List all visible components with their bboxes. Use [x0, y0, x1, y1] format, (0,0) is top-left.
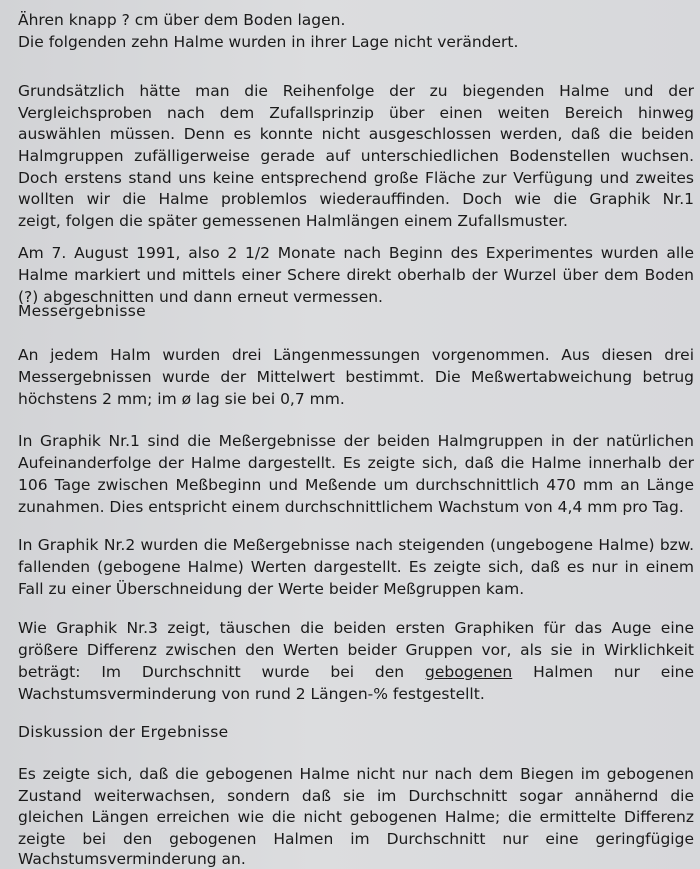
text-line: zeigte bei den gebogenen Halmen im Durchschnitt nur eine geringfügige [18, 830, 694, 848]
text-line: Wie Graphik Nr.3 zeigt, täuschen die beiden ersten Graphiken für das Auge eine [18, 619, 694, 637]
text-line: Am 7. August 1991, also 2 1/2 Monate nach Beginn des Experimentes wurden alle [18, 244, 694, 262]
text-line: Zustand weiterwachsen, sondern daß sie im Durchschnitt sogar annähernd die [18, 787, 694, 805]
text-line: Es zeigte sich, daß die gebogenen Halme nicht nur nach dem Biegen im gebogenen [18, 765, 694, 783]
section-heading-messergebnisse: Messergebnisse [18, 302, 146, 320]
text-line: Vergleichsproben nach dem Zufallsprinzip über einen weiten Bereich hinweg [18, 104, 694, 122]
text-line: größere Differenz zwischen den Werten beider Gruppen vor, als sie in Wirklichkeit [18, 641, 694, 659]
text-line: Die folgenden zehn Halme wurden in ihrer Lage nicht verändert. [18, 33, 519, 51]
text-line: zunahmen. Dies entspricht einem durchschnittlichem Wachstum von 4,4 mm pro Tag. [18, 498, 684, 516]
text-line: Halmgruppen zufälligerweise gerade auf unterschiedlichen Bodenstellen wuchsen. [18, 147, 694, 165]
section-heading-diskussion: Diskussion der Ergebnisse [18, 723, 229, 741]
text-line: Grundsätzlich hätte man die Reihenfolge der zu biegenden Halme und der [18, 82, 694, 100]
text-line: (?) abgeschnitten und dann erneut vermessen. [18, 288, 383, 306]
text-line: Halme markiert und mittels einer Schere direkt oberhalb der Wurzel über dem Boden [18, 266, 694, 284]
text-line: auswählen müssen. Denn es konnte nicht ausgeschlossen werden, daß die beiden [18, 125, 694, 143]
underlined-word: gebogenen [425, 663, 513, 681]
text-line: wollten wir die Halme problemlos wiederauffinden. Doch wie die Graphik Nr.1 [18, 190, 694, 208]
text-line: zeigt, folgen die später gemessenen Halmlängen einem Zufallsmuster. [18, 212, 568, 230]
text-line: höchstens 2 mm; im ø lag sie bei 0,7 mm. [18, 390, 345, 408]
text-line: 106 Tage zwischen Meßbeginn und Meßende um durchschnittlich 470 mm an Länge [18, 476, 694, 494]
text-line: In Graphik Nr.2 wurden die Meßergebnisse nach steigenden (ungebogene Halme) bzw. [18, 536, 694, 554]
text-line: An jedem Halm wurden drei Längenmessungen vorgenommen. Aus diesen drei [18, 346, 694, 364]
text-line: Aufeinanderfolge der Halme dargestellt. Es zeigte sich, daß die Halme innerhalb der [18, 454, 694, 472]
text-fragment: beträgt: Im Durchschnitt wurde bei den [18, 663, 425, 681]
text-line: fallenden (gebogene Halme) Werten dargestellt. Es zeigte sich, daß es nur in einem [18, 558, 694, 576]
text-line: Messergebnissen wurde der Mittelwert bestimmt. Die Meßwertabweichung betrug [18, 368, 694, 386]
text-line: Wachstumsverminderung von rund 2 Längen-% festgestellt. [18, 685, 485, 703]
text-line: Wachstumsverminderung an. [18, 850, 246, 868]
text-fragment: Halmen nur eine [512, 663, 694, 681]
text-line: Doch erstens stand uns keine entsprechend große Fläche zur Verfügung und zweites [18, 169, 694, 187]
text-line: gleichen Längen erreichen wie die nicht gebogenen Halme; die ermittelte Differenz [18, 808, 694, 826]
text-line: Fall zu einer Überschneidung der Werte beider Meßgruppen kam. [18, 580, 525, 598]
text-line: In Graphik Nr.1 sind die Meßergebnisse der beiden Halmgruppen in der natürlichen [18, 432, 694, 450]
text-line [18, 662, 694, 682]
text-line: Ähren knapp ? cm über dem Boden lagen. [18, 11, 346, 29]
